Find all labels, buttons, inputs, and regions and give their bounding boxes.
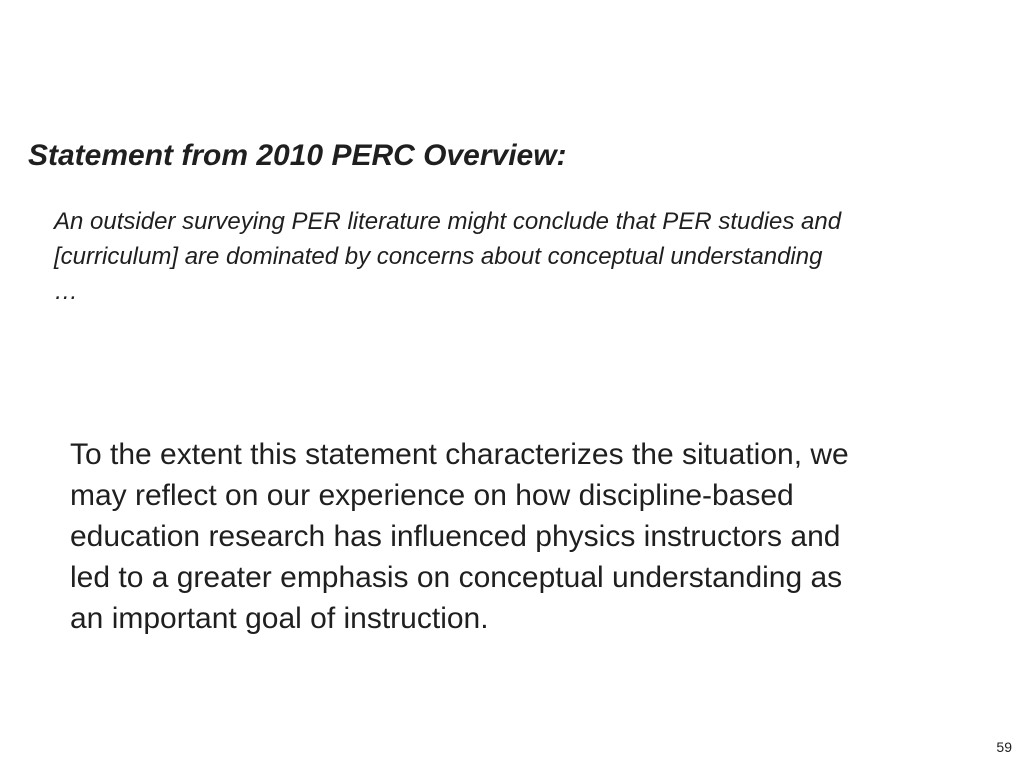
quote-block [54,204,994,309]
body-line: an important goal of instruction. [70,602,489,635]
body-line: To the extent this statement characterizes the situation, we [70,438,849,471]
body-line: led to a greater emphasis on conceptual understanding as [70,561,843,594]
body-line: may reflect on our experience on how discipline-based [70,479,794,512]
quote-line: [curriculum] are dominated by concerns about conceptual understanding [54,243,823,270]
quote-line: … [54,278,78,305]
slide-heading: Statement from 2010 PERC Overview: [28,139,567,172]
quote-line: An outsider surveying PER literature might conclude that PER studies and [54,208,842,235]
body-paragraph [70,434,990,639]
body-line: education research has influenced physics instructors and [70,520,841,553]
page-number: 59 [996,739,1012,755]
